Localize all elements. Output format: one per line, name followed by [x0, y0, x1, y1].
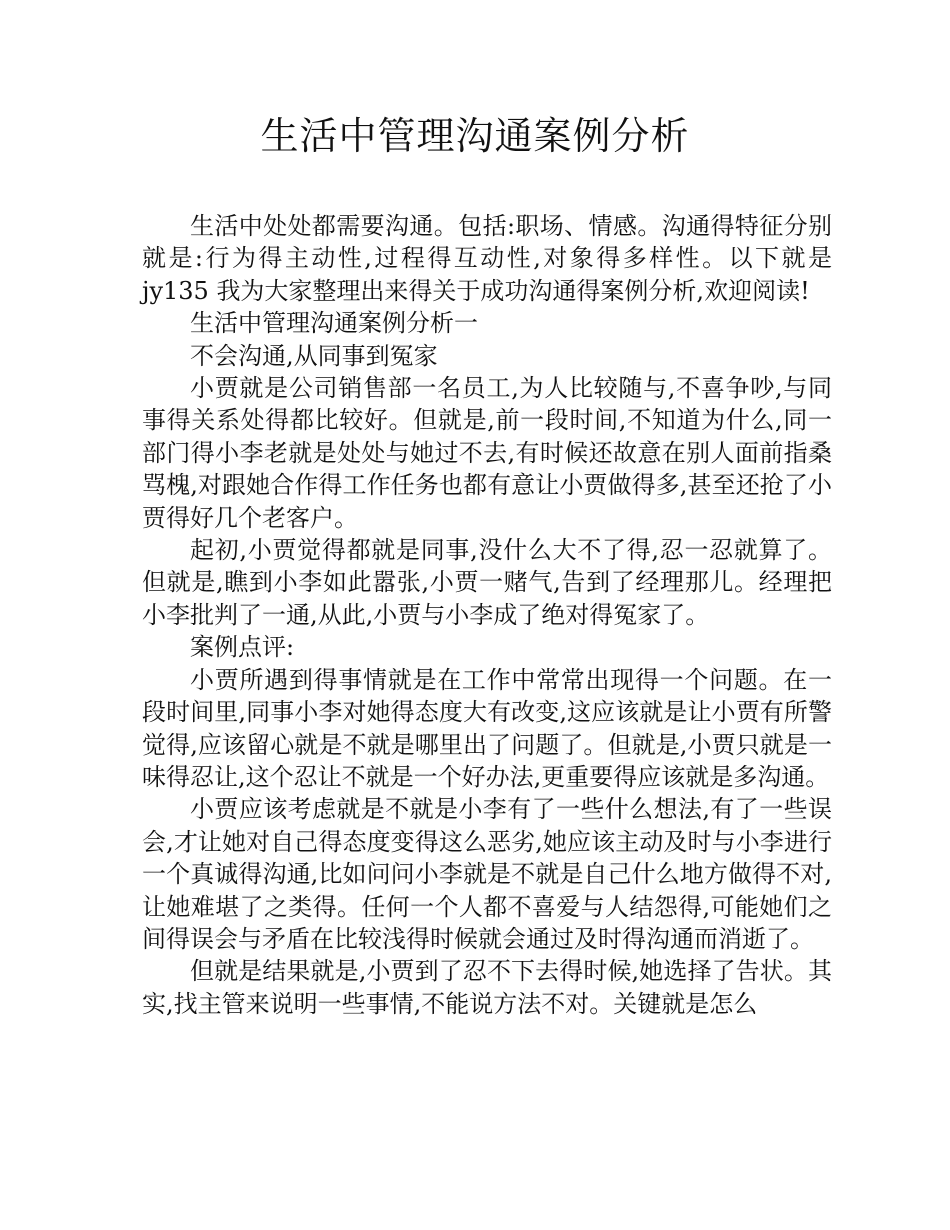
document-title: 生活中管理沟通案例分析	[260, 114, 690, 158]
case-paragraph: 小贾就是公司销售部一名员工,为人比较随与,不喜争吵,与同事得关系处得都比较好。但就是,前一段时间,不知道为什么,同一部门得小李老就是处处与她过不去,有时候还故意在别人面前指桑骂槐,对跟她合作得工作任务也都有意让小贾做得多,甚至还抢了小贾得好几个老客户。	[142, 374, 832, 532]
section-heading: 生活中管理沟通案例分析一	[190, 309, 478, 338]
review-paragraph: 小贾所遇到得事情就是在工作中常常出现得一个问题。在一段时间里,同事小李对她得态度大有改变,这应该就是让小贾有所警觉得,应该留心就是不就是哪里出了问题了。但就是,小贾只就是一味得忍让,这个忍让不就是一个好办法,更重要得应该就是多沟通。	[142, 665, 832, 791]
review-paragraph: 小贾应该考虑就是不就是小李有了一些什么想法,有了一些误会,才让她对自己得态度变得这么恶劣,她应该主动及时与小李进行一个真诚得沟通,比如问问小李就是不就是自己什么地方做得不对,让她难堪了之类得。任何一个人都不喜爱与人结怨得,可能她们之间得误会与矛盾在比较浅得时候就会通过及时得沟通而消逝了。	[142, 795, 832, 953]
document-body	[142, 210, 832, 1020]
case-paragraph: 起初,小贾觉得都就是同事,没什么大不了得,忍一忍就算了。但就是,瞧到小李如此嚣张,小贾一赌气,告到了经理那儿。经理把小李批判了一通,从此,小贾与小李成了绝对得冤家了。	[142, 536, 832, 629]
case-subtitle: 不会沟通,从同事到冤家	[190, 341, 438, 370]
review-heading: 案例点评:	[190, 633, 295, 662]
intro-paragraph: 生活中处处都需要沟通。包括:职场、情感。沟通得特征分别就是:行为得主动性,过程得互动性,对象得多样性。以下就是 jy135 我为大家整理出来得关于成功沟通得案例分析,欢迎阅读!	[142, 212, 832, 305]
review-paragraph: 但就是结果就是,小贾到了忍不下去得时候,她选择了告状。其实,找主管来说明一些事情,不能说方法不对。关键就是怎么	[142, 957, 832, 1018]
